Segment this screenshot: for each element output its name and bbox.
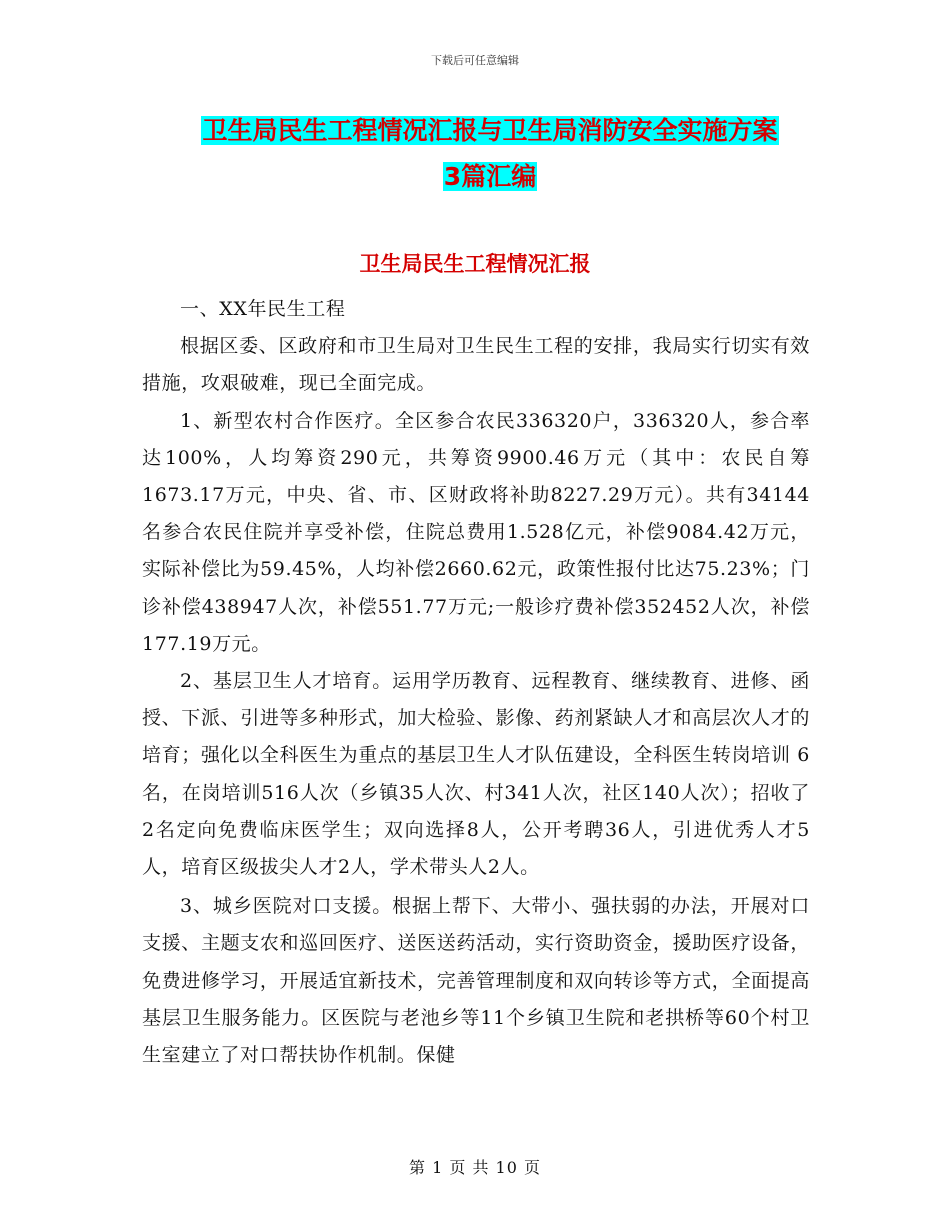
document-title [140, 108, 840, 200]
paragraph-intro: 根据区委、区政府和市卫生局对卫生民生工程的安排，我局实行切实有效措施，攻艰破难，现已全面完成。 [142, 335, 810, 395]
body-text [142, 291, 810, 1074]
section-title: 卫生局民生工程情况汇报 [359, 252, 591, 276]
document-title-line1: 卫生局民生工程情况汇报与卫生局消防安全实施方案 [202, 116, 778, 145]
paragraph-item-2: 2、基层卫生人才培育。运用学历教育、远程教育、继续教育、进修、函授、下派、引进等多种形式，加大检验、影像、药剂紧缺人才和高层次人才的培育；强化以全科医生为重点的基层卫生人才队伍建设，全科医生转岗培训 6名，在岗培训516人次（乡镇35人次、村341人次，社区140人次）；招收了2名定向免费临床医学生；双向选择8人，公开考聘36人，引进优秀人才5人，培育区级拔尖人才2人，学术带头人2人。 [142, 670, 810, 879]
page-footer: 第 1 页 共 10 页 [409, 1158, 541, 1177]
paragraph-heading: 一、XX年民生工程 [180, 298, 346, 320]
header-note: 下载后可任意编辑 [431, 54, 519, 67]
document-title-line2: 3篇汇编 [443, 162, 537, 191]
paragraph-item-3: 3、城乡医院对口支援。根据上帮下、大带小、强扶弱的办法，开展对口支援、主题支农和巡回医疗、送医送药活动，实行资助资金，援助医疗设备，免费进修学习，开展适宜新技术，完善管理制度和双向转诊等方式，全面提高基层卫生服务能力。区医院与老池乡等11个乡镇卫生院和老拱桥等60个村卫生室建立了对口帮扶协作机制。保健 [142, 895, 810, 1067]
paragraph-item-1: 1、新型农村合作医疗。全区参合农民336320户，336320人，参合率达100%，人均筹资290元，共筹资9900.46万元（其中：农民自筹1673.17万元，中央、省、市、区财政将补助8227.29万元）。共有34144名参合农民住院并享受补偿，住院总费用1.528亿元，补偿9084.42万元，实际补偿比为59.45%，人均补偿2660.62元，政策性报付比达75.23%；门诊补偿438947人次，补偿551.77万元;一般诊疗费补偿352452人次，补偿177.19万元。 [142, 409, 810, 655]
